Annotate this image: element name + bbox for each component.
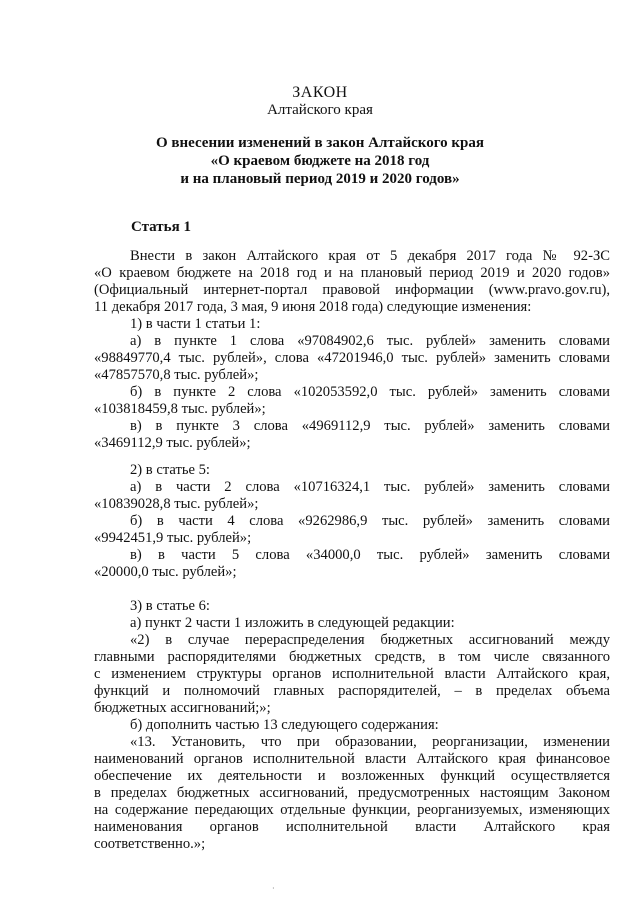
body-line: в) в части 5 слова «34000,0 тыс. рублей» заменить словами (130, 547, 610, 563)
body-line: соответственно.»; (94, 836, 206, 852)
body-line: б) в пункте 2 слова «102053592,0 тыс. рублей» заменить словами (130, 384, 610, 400)
body-line: главными распорядителями бюджетных средств, в том числе связанного (94, 649, 610, 665)
body-line: а) в части 2 слова «10716324,1 тыс. рублей» заменить словами (130, 479, 610, 495)
body-line: «47857570,8 тыс. рублей»; (94, 367, 259, 383)
article-heading: Статья 1 (131, 219, 191, 235)
body-line: обеспечение их деятельности и возложенных функций осуществляется (94, 768, 610, 784)
body-line: «9942451,9 тыс. рублей»; (94, 530, 252, 546)
body-line: (Официальный интернет-портал правовой информации (www.pravo.gov.ru), (94, 282, 610, 298)
body-line: «98849770,4 тыс. рублей», слова «47201946,0 тыс. рублей» заменить словами (94, 350, 610, 366)
body-line: б) в части 4 слова «9262986,9 тыс. рублей» заменить словами (130, 513, 610, 529)
body-line: наименования органов исполнительной власти Алтайского края (94, 819, 610, 835)
scan-speck: · (272, 884, 275, 893)
body-line: наименований органов исполнительной власти Алтайского края финансовое (94, 751, 610, 767)
body-line: в) в пункте 3 слова «4969112,9 тыс. рублей» заменить словами (130, 418, 610, 434)
body-line: «О краевом бюджете на 2018 год и на плановый период 2019 и 2020 годов» (94, 265, 610, 281)
body-line: 3) в статье 6: (130, 598, 210, 614)
body-line: а) в пункте 1 слова «97084902,6 тыс. рублей» заменить словами (130, 333, 610, 349)
body-line: с изменением структуры органов исполнительной власти Алтайского края, (94, 666, 610, 682)
body-line: 1) в части 1 статьи 1: (130, 316, 261, 332)
body-line: а) пункт 2 части 1 изложить в следующей редакции: (130, 615, 455, 631)
body-line: 11 декабря 2017 года, 3 мая, 9 июня 2018 года) следующие изменения: (94, 299, 532, 315)
body-line: в пределах бюджетных ассигнований, предусмотренных настоящим Законом (94, 785, 610, 801)
region-heading: Алтайского края (267, 102, 373, 118)
law-title-line: «О краевом бюджете на 2018 год (210, 153, 430, 169)
body-line: «10839028,8 тыс. рублей»; (94, 496, 259, 512)
body-line: функций и полномочий главных распорядителей, – в пределах объема (94, 683, 610, 699)
body-line: «103818459,8 тыс. рублей»; (94, 401, 266, 417)
law-heading: ЗАКОН (292, 84, 348, 101)
body-line: «2) в случае перераспределения бюджетных ассигнований между (130, 632, 610, 648)
body-line: б) дополнить частью 13 следующего содержания: (130, 717, 439, 733)
body-line: «20000,0 тыс. рублей»; (94, 564, 237, 580)
body-line: на содержание передающих отдельные функции, реорганизуемых, изменяющих (94, 802, 610, 818)
law-title-line: и на плановый период 2019 и 2020 годов» (180, 171, 460, 187)
body-line: «3469112,9 тыс. рублей»; (94, 435, 251, 451)
law-title-line: О внесении изменений в закон Алтайского края (155, 135, 485, 151)
body-line: бюджетных ассигнований;»; (94, 700, 271, 716)
body-line: «13. Установить, что при образовании, реорганизации, изменении (130, 734, 610, 750)
body-line: 2) в статье 5: (130, 462, 210, 478)
body-line: Внести в закон Алтайского края от 5 декабря 2017 года № 92-ЗС (130, 248, 610, 264)
